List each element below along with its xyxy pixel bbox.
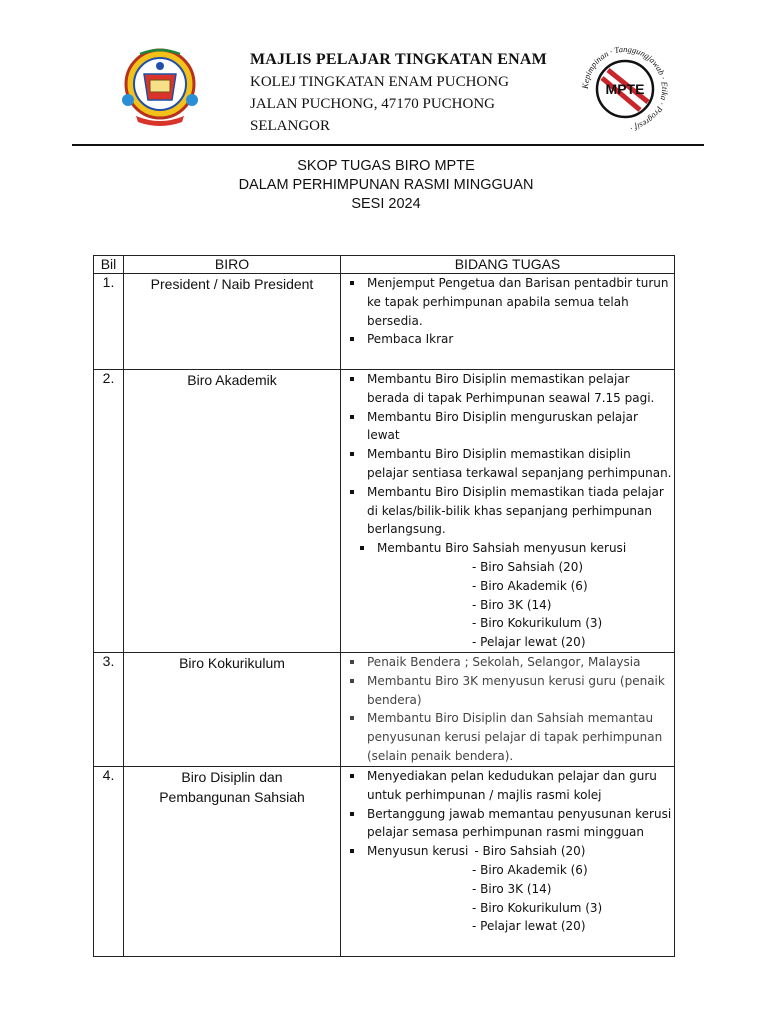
sub-item: - Biro Sahsiah (20) [472,559,584,574]
letterhead [0,0,768,150]
table-row [94,370,675,653]
table-row [94,652,675,766]
address-line: KOLEJ TINGKATAN ENAM PUCHONG [250,74,509,90]
document-title [0,157,768,214]
task-item [347,842,674,861]
biro-name: Biro Kokurikulum [124,652,341,766]
task-item: Membantu Biro Disiplin menguruskan pelajar lewat [347,408,674,446]
task-label: Menyusun kerusi [367,844,469,859]
mpte-logo [578,42,672,136]
biro-name-line: Pembangunan Sahsiah [159,788,305,805]
biro-name: Biro Akademik [124,370,341,653]
organization-block [250,49,547,137]
task-item: Membantu Biro Disiplin memastikan tiada pelajar di kelas/bilik-bilik khas sepanjang perhimpunan berlangsung. [347,483,674,539]
sub-item: - Biro 3K (14) [472,881,552,896]
task-item: Membantu Biro Sahsiah menyusun kerusi [357,539,674,558]
sub-item: - Pelajar lewat (20) [472,635,586,650]
task-cell [341,370,675,653]
organization-name: MAJLIS PELAJAR TINGKATAN ENAM [250,51,547,68]
sub-item: - Pelajar lewat (20) [472,919,586,934]
task-item: Membantu Biro Disiplin memastikan disiplin pelajar sentiasa terkawal sepanjang perhimpunan. [347,445,674,483]
task-item: Membantu Biro 3K menyusun kerusi guru (penaik bendera) [347,672,674,710]
row-number: 4. [94,766,124,956]
task-item: Membantu Biro Disiplin memastikan pelajar berada di tapak Perhimpunan seawal 7.15 pagi. [347,370,674,408]
task-item: Menjemput Pengetua dan Barisan pentadbir turun ke tapak perhimpunan apabila semua telah bersedia. [347,274,674,330]
sub-item: - Biro Akademik (6) [472,578,588,593]
title-line: DALAM PERHIMPUNAN RASMI MINGGUAN [238,177,534,193]
table-row [94,274,675,370]
biro-name [124,766,341,956]
header-biro: BIRO [124,256,341,274]
task-item: Pembaca Ikrar [347,330,674,349]
table-header-row [94,256,675,274]
mpte-logo-ring-text: Kepimpinan · Tanggungjawab · Etika · Progresif · [579,43,671,134]
address-line: JALAN PUCHONG, 47170 PUCHONG [250,96,496,112]
task-item: Bertanggung jawab memantau penyusunan kerusi pelajar semasa perhimpunan rasmi mingguan [347,805,674,843]
sub-item: - Biro Kokurikulum (3) [472,616,603,631]
row-number: 2. [94,370,124,653]
college-crest-logo [118,44,202,128]
row-number: 1. [94,274,124,370]
sub-item: - Biro 3K (14) [472,597,552,612]
sub-item: - Biro Kokurikulum (3) [472,900,603,915]
task-cell [341,274,675,370]
task-item: Penaik Bendera ; Sekolah, Selangor, Malaysia [347,653,674,672]
header-bil: Bil [94,256,124,274]
task-cell [341,766,675,956]
task-cell [341,652,675,766]
row-number: 3. [94,652,124,766]
biro-name-line: Biro Disiplin dan [181,768,283,785]
mpte-logo-text: MPTE [605,81,645,97]
task-item: Membantu Biro Disiplin dan Sahsiah memantau penyusunan kerusi pelajar di tapak perhimpunan (selain penaik bendera). [347,709,674,765]
biro-name: President / Naib President [124,274,341,370]
duty-table [93,255,675,957]
sub-item: - Biro Sahsiah (20) [474,844,586,859]
header-divider [72,144,704,146]
task-item: Menyediakan pelan kedudukan pelajar dan guru untuk perhimpunan / majlis rasmi kolej [347,767,674,805]
header-bidang-tugas: BIDANG TUGAS [341,256,675,274]
sub-item: - Biro Akademik (6) [472,862,588,877]
title-line: SESI 2024 [351,196,421,212]
title-line: SKOP TUGAS BIRO MPTE [297,158,475,174]
table-row [94,766,675,956]
address-line: SELANGOR [250,118,331,134]
